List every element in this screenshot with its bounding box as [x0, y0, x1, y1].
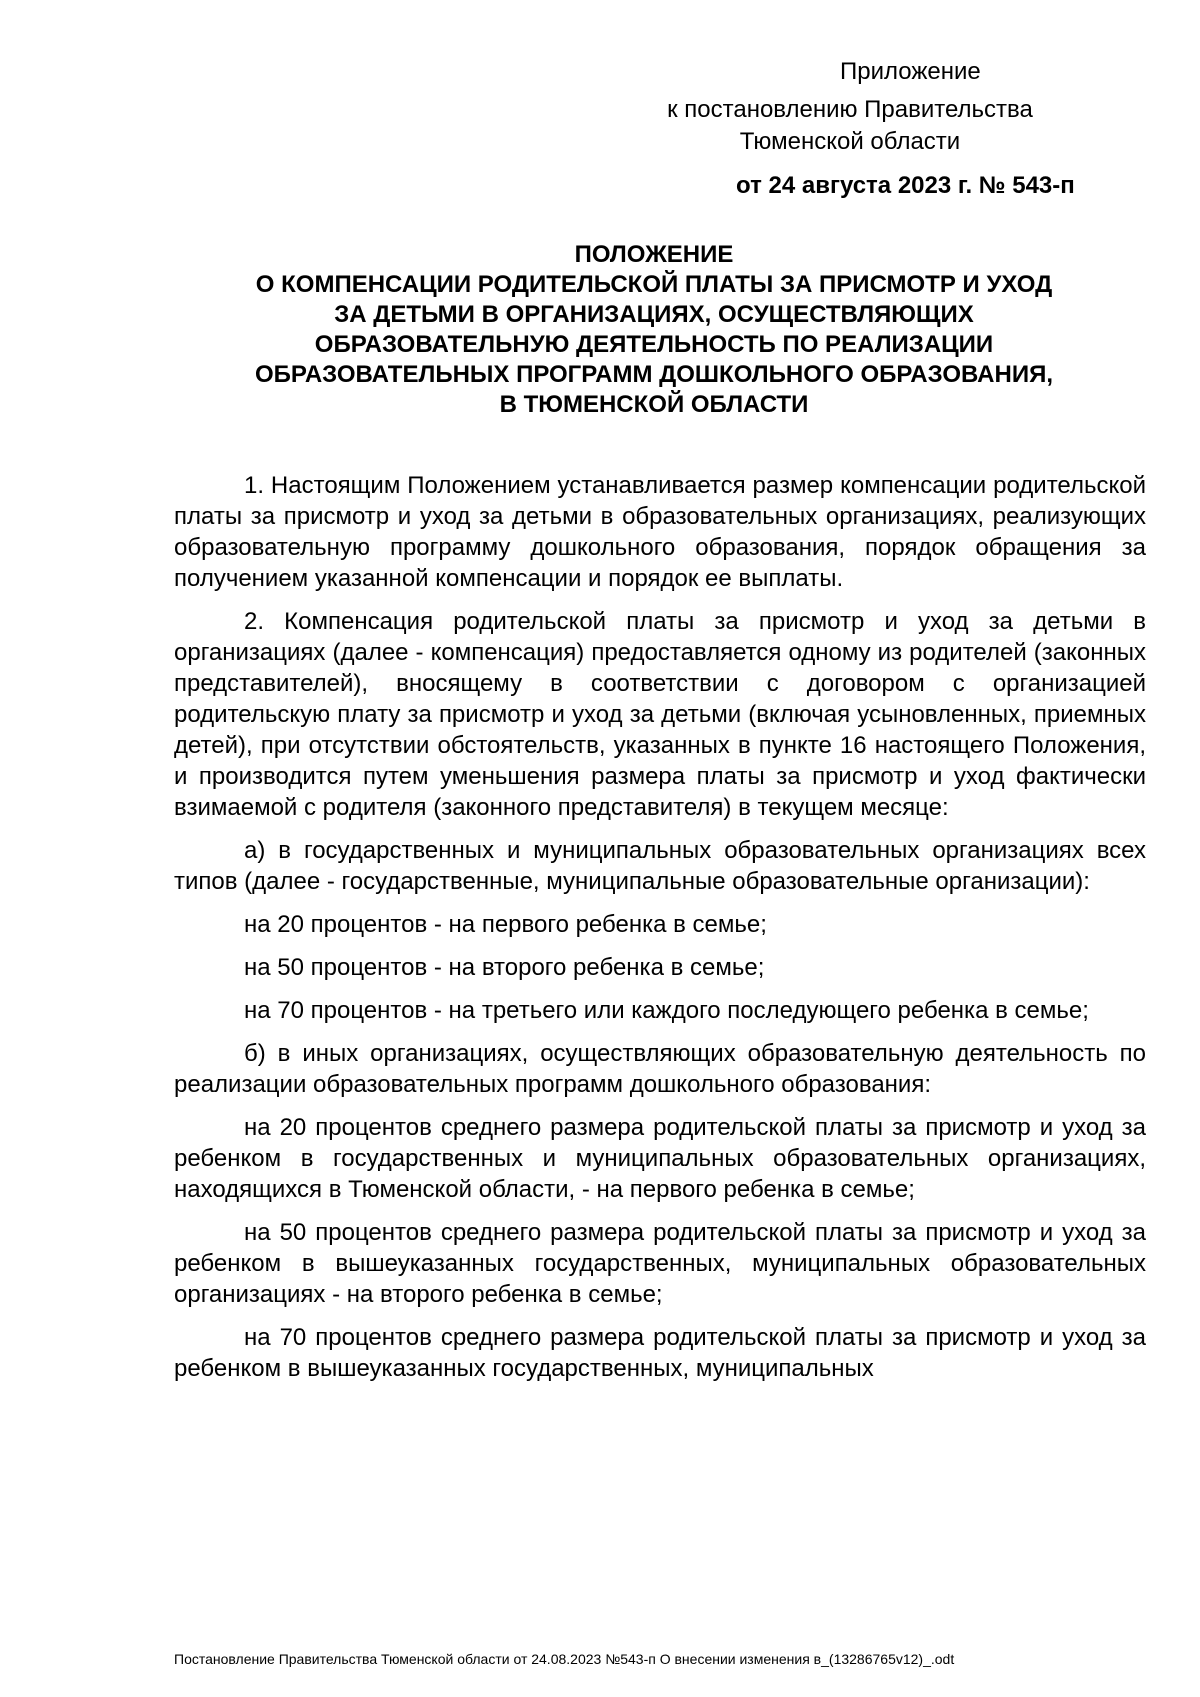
title-line: В ТЮМЕНСКОЙ ОБЛАСТИ — [499, 391, 809, 418]
title-line: ЗА ДЕТЬМИ В ОРГАНИЗАЦИЯХ, ОСУЩЕСТВЛЯЮЩИХ — [334, 301, 974, 328]
paragraph: на 70 процентов - на третьего или каждого последующего ребенка в семье; — [244, 997, 1089, 1024]
paragraph: на 20 процентов - на первого ребенка в семье; — [244, 911, 767, 938]
paragraph: б) в иных организациях, осуществляющих образовательную деятельность по реализации образовательных программ дошкольного образования: — [174, 1040, 1146, 1098]
page-footer: Постановление Правительства Тюменской области от 24.08.2023 №543-п О внесении изменения в_(13286765v12)_.odt — [174, 1651, 955, 1667]
paragraph: на 50 процентов - на второго ребенка в семье; — [244, 954, 765, 981]
paragraph: на 20 процентов среднего размера родительской платы за присмотр и уход за ребенком в государственных и муниципальных образовательных организациях, находящихся в Тюменской области, - на первого ребенка в семье; — [174, 1114, 1146, 1203]
paragraph: на 70 процентов среднего размера родительской платы за присмотр и уход за ребенком в вышеуказанных государственных, муниципальных — [174, 1324, 1146, 1382]
appendix-date: от 24 августа 2023 г. № 543-п — [736, 172, 1075, 199]
title-line: ОБРАЗОВАТЕЛЬНУЮ ДЕЯТЕЛЬНОСТЬ ПО РЕАЛИЗАЦИИ — [314, 331, 994, 358]
title-line: О КОМПЕНСАЦИИ РОДИТЕЛЬСКОЙ ПЛАТЫ ЗА ПРИСМОТР И УХОД — [255, 271, 1053, 298]
appendix-title: Приложение — [840, 58, 981, 85]
paragraph: на 50 процентов среднего размера родительской платы за присмотр и уход за ребенком в вышеуказанных государственных, муниципальных образовательных организациях - на второго ребенка в семье; — [174, 1219, 1146, 1308]
appendix-line: Тюменской области — [739, 128, 961, 155]
title-line: ПОЛОЖЕНИЕ — [574, 241, 734, 268]
title-line: ОБРАЗОВАТЕЛЬНЫХ ПРОГРАММ ДОШКОЛЬНОГО ОБРАЗОВАНИЯ, — [255, 361, 1053, 388]
appendix-block — [640, 56, 1120, 202]
paragraph: 2. Компенсация родительской платы за присмотр и уход за детьми в организациях (далее - компенсация) предоставляется одному из родителей (законных представителей), вносящему в соответствии с договором с организацией родительскую плату за присмотр и уход за детьми (включая усыновленных, приемных детей), при отсутствии обстоятельств, указанных в пункте 16 настоящего Положения, и производится путем уменьшения размера платы за присмотр и уход фактически взимаемой с родителя (законного представителя) в текущем месяце: — [174, 608, 1146, 821]
document-title — [170, 240, 1138, 420]
paragraph: а) в государственных и муниципальных образовательных организациях всех типов (далее - государственные, муниципальные образовательные организации): — [174, 837, 1146, 895]
appendix-line: к постановлению Правительства — [667, 96, 1033, 123]
paragraph: 1. Настоящим Положением устанавливается размер компенсации родительской платы за присмотр и уход за детьми в образовательных организациях, реализующих образовательную программу дошкольного образования, порядок обращения за получением указанной компенсации и порядок ее выплаты. — [174, 472, 1146, 592]
document-body — [174, 470, 1146, 1396]
